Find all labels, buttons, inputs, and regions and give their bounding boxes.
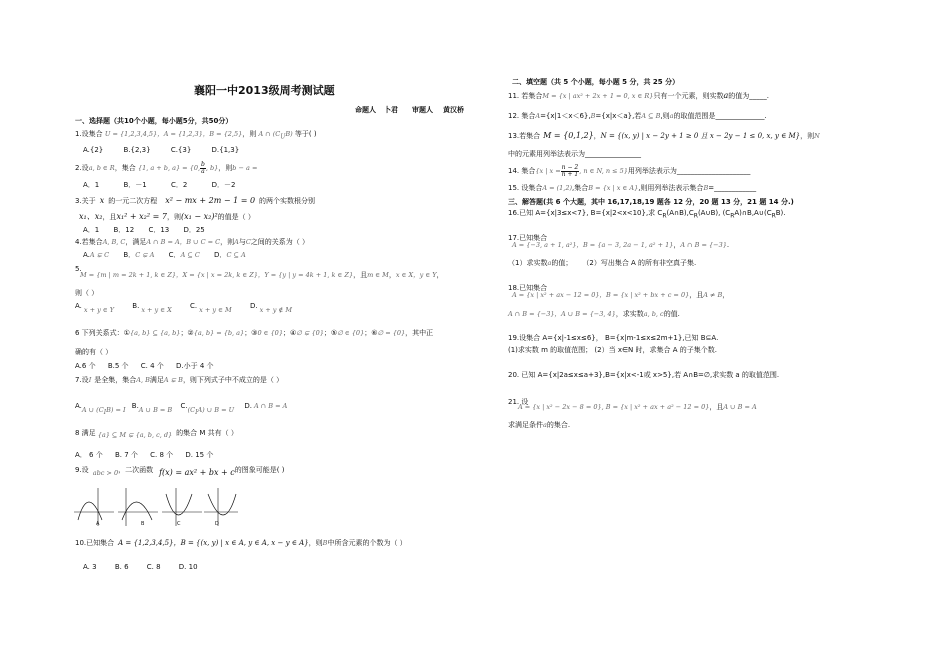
q3-option-d[interactable]: D．25 [183,226,205,234]
q2-option-c[interactable]: C．2 [170,181,188,189]
q9-label-c: C [177,521,181,527]
question-13-line-2: 中的元素用列举法表示为________________ [508,150,641,158]
question-3: 3.关于 x 的一元二次方程 x² − mx + 2m − 1 = 0 的两个实数根分别 [75,196,316,205]
q7-option-c[interactable]: C. [180,402,188,410]
section-2-heading: 二、填空题（共 5 个小题，每小题 5 分，共 25 分） [512,78,680,86]
q1-option-c[interactable]: C.{3} [170,146,192,154]
question-4-options: A.A ⊊ C B．C ⊊ A C．A ⊆ C D．C ⊆ A [83,251,246,259]
q10-option-c[interactable]: C. 8 [146,563,161,571]
question-5-options: A. x + y ∈ Y B. x + y ∈ X C. x + y ∈ M D. x + y ∉ M [75,302,293,314]
section-1-heading: 一、选择题（共10个小题，每小题5分，共50分） [75,117,233,125]
q6-option-d[interactable]: D.小于 4 个 [176,362,214,370]
section-3-heading: 三、解答题(共 6 个大题，其中 16,17,18,19 题各 12 分，20 题 13 分，21 题 14 分.) [508,198,794,206]
question-19-line-2: (1)求实数 m 的取值范围； (2）当 x∈N 时，求集合 A 的子集个数. [508,346,717,354]
question-5-line-2: 则（ ） [75,289,99,297]
question-10-options [83,563,198,572]
q14-answer-blank[interactable]: _____________________ [676,167,751,175]
question-19: 19.设集合 A={x|-1≤x≤6}， B={x|m-1≤x≤2m+1},已知 B⊆A. [508,334,719,342]
q14-fraction: $\frac{n - 2}{n + 1}$ [561,163,579,178]
question-1-options [83,146,239,155]
q4-option-b[interactable]: B． [123,251,136,259]
q4-option-d[interactable]: D． [214,251,227,259]
question-6: 6 下列关系式：①{a, b} ⊆ {a, b}；②{a, b} = {b, a}；③0 ∈ {0}；④∅ ⊊ {0}；⑤∅ ∈ {0}；⑥∅ = {0}，其中正 [75,329,434,337]
question-2-options [83,181,235,190]
q9-label-b: B [141,521,145,527]
question-8-options [75,451,213,460]
question-7-options: A.A ∪ $(C_IB) = I$ B.A ∪ B = B $C.(C_IA)$ ∪ B = U D. A ∩ B = A [75,402,288,417]
q9-label-a: A [96,521,100,527]
q5-option-b[interactable]: B. [132,302,140,310]
q5-option-d[interactable]: D. [249,302,258,310]
question-14: 14. 集合{x | x = $\frac{n - 2}{n + 1}$ , n ∈ N, n ≤ 5}用列举法表示为_____________________ [508,163,751,178]
q8-option-a[interactable]: A． 6 个 [75,451,103,459]
question-3-line-2: x₁、x₂，且x₁² + x₂² = 7，则(x₁ − x₂)²的值是（ ） [79,212,255,221]
q1-option-b[interactable]: B.{2,3} [123,146,151,154]
question-5: 5. [75,265,82,273]
q7-option-a[interactable]: A. [75,402,82,410]
q1-option-d[interactable]: D.{1,3} [211,146,240,154]
author-line: 命题人 卜君 审题人 黄汉桥 [355,106,464,114]
q8-option-d[interactable]: D. 15 个 [185,451,214,459]
question-5-sets: M = {m | m = 2k + 1, k ∈ Z}，X = {x | x = 2k, k ∈ Z}，Y = {y | y = 4k + 1, k ∈ Z}，且m ∈ M，x ∈ X，y ∈ Y， [80,271,444,279]
q3-option-a[interactable]: A．1 [83,226,100,234]
q15-answer-blank[interactable]: ____________ [714,184,757,192]
q9-graph-a[interactable] [74,488,114,526]
page-title: 襄阳一中2013级周考测试题 [194,84,335,97]
q2-fraction: $\frac{b}{a}$ [201,160,205,175]
question-13: 13.若集合 M = {0,1,2}，N = {(x, y) | x − 2y + 1 ≥ 0 且 x − 2y − 1 ≤ 0, x, y ∈ M}，则N [508,131,820,140]
question-10: 10.已知集合 A = {1,2,3,4,5}，B = {(x, y) | x ∈ A, y ∈ A, x − y ∈ A}，则B中所含元素的个数为（ ） [75,539,407,547]
q4-option-a[interactable]: A. [83,251,90,259]
question-16: 16.已知 A={x|3≤x<7}, B={x|2<x<10},求 $C_R(A\cap B),C_R(A\cup B)$, $(C_RA)\cap B,A\cup(C_RB)$. [508,209,786,220]
question-11: 11. 若集合M = {x | ax² + 2x + 1 = 0, x ∈ R}只有一个元素，则实数a的值为_____. [508,91,769,100]
question-20: 20. 已知 A={x|2a≤x≤a+3},B={x|x<-1或 x>5},若 A∩B=∅,求实数 a 的取值范围. [508,371,780,379]
question-1: 1.设集合 U = {1,2,3,4,5}，A = {1,2,3}，B = {2,5}，则 A ∩ $(C_UB)$ 等于( ) [75,130,317,141]
q12-answer-blank[interactable]: ______________ [715,112,765,120]
question-17: 17.已知集合 [508,234,548,242]
q4-option-c[interactable]: C． [168,251,181,259]
q9-graph-d[interactable] [204,488,238,526]
question-6-options [75,362,214,371]
q6-option-a[interactable]: A.6 个 [75,362,96,370]
question-21-line-2: 求满足条件a的集合. [508,421,571,429]
question-18-line-2: A ∩ B = {−3}，A ∪ B = {−3, 4}，求实数a, b, c的值. [508,310,680,318]
question-21-sets: A = {x | x² − 2x − 8 = 0}, B = {x | x² + ax + a² − 12 = 0}，且A ∪ B = A [518,403,757,411]
q10-option-b[interactable]: B. 6 [114,563,129,571]
question-7: 7.设I 是全集，集合A, B满足A ⊊ B，则下列式子中不成立的是（ ） [75,376,284,384]
question-18: 18.已知集合 [508,284,548,292]
q9-graph-b[interactable] [118,488,158,526]
q5-option-a[interactable]: A. [75,302,82,310]
q3-option-c[interactable]: C．13 [148,226,170,234]
question-3-options [83,226,205,235]
q10-option-a[interactable]: A. 3 [83,563,97,571]
question-6-line-2: 确的有（ ） [75,348,113,356]
q6-option-c[interactable]: C. 4 个 [140,362,164,370]
question-4: 4.若集合A, B, C，满足A ∩ B = A，B ∪ C = C，则A与C之间的关系为（ ） [75,238,310,246]
question-2: 2.设a, b ∈ R，集合 {1, a + b, a} = {0, $\frac{b}{a}$ , b}，则b − a = [75,160,258,175]
q7-option-b[interactable]: B. [131,402,139,410]
q8-option-c[interactable]: C. 8 个 [150,451,174,459]
question-17-sets: A = {−3, a + 1, a²}，B = {a − 3, 2a − 1, a² + 1}，A ∩ B = {−3}. [512,241,730,249]
q3-option-b[interactable]: B．12 [113,226,135,234]
q8-option-b[interactable]: B. 7 个 [114,451,138,459]
question-8: 8 满足 {a} ⊆ M ⊊ {a, b, c, d} 的集合 M 共有（ ） [75,429,238,439]
q10-option-d[interactable]: D. 10 [178,563,198,571]
q13-answer-blank[interactable]: ________________ [585,150,641,158]
q9-label-d: D [215,521,219,527]
question-12: 12. 集合A={x|1＜x＜6},B={x|x＜a},若A ⊆ B,则a的取值范围是______________. [508,112,767,120]
q1-option-a[interactable]: A.{2} [83,146,104,154]
question-21: 21. 设 [508,398,529,406]
q2-option-b[interactable]: B．－1 [123,181,147,189]
q2-option-a[interactable]: A．1 [83,181,100,189]
q5-option-c[interactable]: C. [190,302,198,310]
q7-option-d[interactable]: D. [244,402,252,410]
question-18-sets: A = {x | x² + ax − 12 = 0}，B = {x | x² + bx + c = 0}，且A ≠ B， [512,291,730,299]
q2-option-d[interactable]: D．－2 [211,181,236,189]
question-17-parts: （1）求实数a的值； （2）写出集合 A 的所有非空真子集. [508,259,697,267]
q9-graph-c[interactable] [162,488,202,526]
q6-option-b[interactable]: B.5 个 [107,362,129,370]
question-15: 15. 设集合A = (1,2),集合B = {x | x ∈ A},则用列举法表示集合B=____________ [508,184,757,192]
q11-answer-blank[interactable]: _____ [749,92,767,100]
question-9: 9.设 abc > 0，二次函数 f(x) = ax² + bx + c的图象可能是( ) [75,466,285,477]
